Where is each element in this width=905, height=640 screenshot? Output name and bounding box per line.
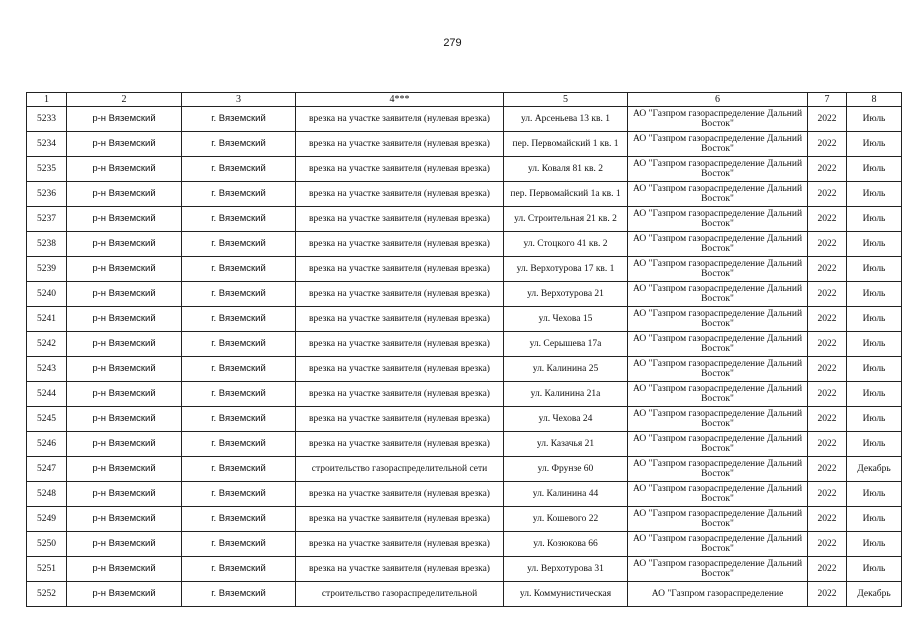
year-cell: 2022 [808,257,847,282]
address-cell: ул. Верхотурова 21 [504,282,628,307]
organization-cell: АО "Газпром газораспределение Дальний Восток" [628,457,808,482]
address-cell: ул. Калинина 25 [504,357,628,382]
city-cell: г. Вяземский [182,532,296,557]
table-row [27,407,902,432]
month-cell: Июль [847,482,902,507]
table-row [27,457,902,482]
year-cell: 2022 [808,107,847,132]
month-cell: Июль [847,207,902,232]
work-type-cell: строительство газораспределительной сети [296,457,504,482]
address-cell: ул. Верхотурова 31 [504,557,628,582]
table-row [27,257,902,282]
address-cell: ул. Верхотурова 17 кв. 1 [504,257,628,282]
address-cell: ул. Стоцкого 41 кв. 2 [504,232,628,257]
year-cell: 2022 [808,332,847,357]
address-cell: ул. Строительная 21 кв. 2 [504,207,628,232]
work-type-cell: врезка на участке заявителя (нулевая врезка) [296,507,504,532]
organization-cell: АО "Газпром газораспределение Дальний Восток" [628,332,808,357]
address-cell: ул. Калинина 21а [504,382,628,407]
organization-cell: АО "Газпром газораспределение Дальний Восток" [628,257,808,282]
district-cell: р-н Вяземский [67,582,182,607]
address-cell: ул. Коммунистическая [504,582,628,607]
work-type-cell: врезка на участке заявителя (нулевая врезка) [296,482,504,507]
city-cell: г. Вяземский [182,482,296,507]
row-number-cell: 5243 [27,357,67,382]
table-row [27,557,902,582]
row-number-cell: 5246 [27,432,67,457]
year-cell: 2022 [808,182,847,207]
organization-cell: АО "Газпром газораспределение Дальний Восток" [628,307,808,332]
district-cell: р-н Вяземский [67,207,182,232]
city-cell: г. Вяземский [182,257,296,282]
work-type-cell: врезка на участке заявителя (нулевая врезка) [296,357,504,382]
table-row [27,307,902,332]
work-type-cell: врезка на участке заявителя (нулевая врезка) [296,407,504,432]
header-cell: 7 [808,93,847,107]
row-number-cell: 5242 [27,332,67,357]
row-number-cell: 5251 [27,557,67,582]
organization-cell: АО "Газпром газораспределение Дальний Восток" [628,207,808,232]
address-cell: ул. Коваля 81 кв. 2 [504,157,628,182]
year-cell: 2022 [808,132,847,157]
organization-cell: АО "Газпром газораспределение Дальний Восток" [628,407,808,432]
table-row [27,282,902,307]
year-cell: 2022 [808,457,847,482]
work-type-cell: врезка на участке заявителя (нулевая врезка) [296,132,504,157]
year-cell: 2022 [808,482,847,507]
city-cell: г. Вяземский [182,332,296,357]
month-cell: Июль [847,282,902,307]
row-number-cell: 5233 [27,107,67,132]
year-cell: 2022 [808,407,847,432]
header-cell: 2 [67,93,182,107]
header-row [27,93,902,107]
work-type-cell: врезка на участке заявителя (нулевая врезка) [296,432,504,457]
header-cell: 4*** [296,93,504,107]
month-cell: Июль [847,107,902,132]
header-cell: 8 [847,93,902,107]
table-row [27,207,902,232]
district-cell: р-н Вяземский [67,182,182,207]
table-row [27,357,902,382]
organization-cell: АО "Газпром газораспределение Дальний Восток" [628,132,808,157]
work-type-cell: врезка на участке заявителя (нулевая врезка) [296,157,504,182]
work-type-cell: врезка на участке заявителя (нулевая врезка) [296,332,504,357]
month-cell: Июль [847,307,902,332]
organization-cell: АО "Газпром газораспределение Дальний Восток" [628,107,808,132]
organization-cell: АО "Газпром газораспределение Дальний Восток" [628,532,808,557]
year-cell: 2022 [808,532,847,557]
address-cell: ул. Козюкова 66 [504,532,628,557]
city-cell: г. Вяземский [182,357,296,382]
district-cell: р-н Вяземский [67,482,182,507]
address-cell: пер. Первомайский 1а кв. 1 [504,182,628,207]
district-cell: р-н Вяземский [67,157,182,182]
city-cell: г. Вяземский [182,207,296,232]
district-cell: р-н Вяземский [67,132,182,157]
month-cell: Июль [847,407,902,432]
work-type-cell: врезка на участке заявителя (нулевая врезка) [296,182,504,207]
table-body [27,107,902,607]
month-cell: Июль [847,182,902,207]
district-cell: р-н Вяземский [67,307,182,332]
organization-cell: АО "Газпром газораспределение Дальний Восток" [628,282,808,307]
district-cell: р-н Вяземский [67,432,182,457]
month-cell: Декабрь [847,457,902,482]
year-cell: 2022 [808,507,847,532]
address-cell: ул. Казачья 21 [504,432,628,457]
row-number-cell: 5249 [27,507,67,532]
organization-cell: АО "Газпром газораспределение Дальний Восток" [628,557,808,582]
district-cell: р-н Вяземский [67,557,182,582]
table-row [27,182,902,207]
row-number-cell: 5240 [27,282,67,307]
city-cell: г. Вяземский [182,232,296,257]
month-cell: Июль [847,557,902,582]
work-type-cell: врезка на участке заявителя (нулевая врезка) [296,257,504,282]
year-cell: 2022 [808,307,847,332]
month-cell: Июль [847,507,902,532]
year-cell: 2022 [808,282,847,307]
table-row [27,382,902,407]
table-row [27,332,902,357]
district-cell: р-н Вяземский [67,457,182,482]
month-cell: Июль [847,157,902,182]
work-type-cell: врезка на участке заявителя (нулевая врезка) [296,532,504,557]
city-cell: г. Вяземский [182,307,296,332]
address-cell: ул. Чехова 24 [504,407,628,432]
month-cell: Декабрь [847,582,902,607]
row-number-cell: 5238 [27,232,67,257]
table-row [27,507,902,532]
address-cell: пер. Первомайский 1 кв. 1 [504,132,628,157]
district-cell: р-н Вяземский [67,282,182,307]
month-cell: Июль [847,332,902,357]
city-cell: г. Вяземский [182,132,296,157]
district-cell: р-н Вяземский [67,507,182,532]
table-row [27,482,902,507]
city-cell: г. Вяземский [182,382,296,407]
work-type-cell: врезка на участке заявителя (нулевая врезка) [296,557,504,582]
work-type-cell: врезка на участке заявителя (нулевая врезка) [296,207,504,232]
organization-cell: АО "Газпром газораспределение Дальний Восток" [628,482,808,507]
city-cell: г. Вяземский [182,157,296,182]
city-cell: г. Вяземский [182,557,296,582]
row-number-cell: 5250 [27,532,67,557]
address-cell: ул. Арсеньева 13 кв. 1 [504,107,628,132]
row-number-cell: 5248 [27,482,67,507]
city-cell: г. Вяземский [182,282,296,307]
city-cell: г. Вяземский [182,582,296,607]
city-cell: г. Вяземский [182,407,296,432]
city-cell: г. Вяземский [182,457,296,482]
year-cell: 2022 [808,557,847,582]
row-number-cell: 5234 [27,132,67,157]
organization-cell: АО "Газпром газораспределение Дальний Восток" [628,382,808,407]
address-cell: ул. Фрунзе 60 [504,457,628,482]
month-cell: Июль [847,432,902,457]
row-number-cell: 5244 [27,382,67,407]
month-cell: Июль [847,532,902,557]
header-cell: 1 [27,93,67,107]
address-cell: ул. Калинина 44 [504,482,628,507]
month-cell: Июль [847,132,902,157]
address-cell: ул. Чехова 15 [504,307,628,332]
district-cell: р-н Вяземский [67,332,182,357]
header-cell: 3 [182,93,296,107]
city-cell: г. Вяземский [182,182,296,207]
row-number-cell: 5247 [27,457,67,482]
district-cell: р-н Вяземский [67,357,182,382]
table-row [27,157,902,182]
table-row [27,132,902,157]
month-cell: Июль [847,257,902,282]
city-cell: г. Вяземский [182,432,296,457]
header-cell: 6 [628,93,808,107]
year-cell: 2022 [808,357,847,382]
district-cell: р-н Вяземский [67,257,182,282]
table-row [27,532,902,557]
district-cell: р-н Вяземский [67,382,182,407]
work-type-cell: строительство газораспределительной [296,582,504,607]
year-cell: 2022 [808,432,847,457]
organization-cell: АО "Газпром газораспределение Дальний Восток" [628,182,808,207]
row-number-cell: 5239 [27,257,67,282]
row-number-cell: 5236 [27,182,67,207]
organization-cell: АО "Газпром газораспределение Дальний Восток" [628,157,808,182]
row-number-cell: 5252 [27,582,67,607]
page-number: 279 [443,37,462,49]
year-cell: 2022 [808,582,847,607]
year-cell: 2022 [808,207,847,232]
work-type-cell: врезка на участке заявителя (нулевая врезка) [296,232,504,257]
month-cell: Июль [847,357,902,382]
city-cell: г. Вяземский [182,507,296,532]
table-row [27,582,902,607]
month-cell: Июль [847,232,902,257]
year-cell: 2022 [808,232,847,257]
organization-cell: АО "Газпром газораспределение Дальний Восток" [628,507,808,532]
organization-cell: АО "Газпром газораспределение Дальний Восток" [628,232,808,257]
data-table [26,92,902,607]
year-cell: 2022 [808,157,847,182]
row-number-cell: 5235 [27,157,67,182]
address-cell: ул. Кошевого 22 [504,507,628,532]
organization-cell: АО "Газпром газораспределение Дальний Восток" [628,432,808,457]
work-type-cell: врезка на участке заявителя (нулевая врезка) [296,382,504,407]
table-row [27,232,902,257]
district-cell: р-н Вяземский [67,107,182,132]
district-cell: р-н Вяземский [67,407,182,432]
organization-cell: АО "Газпром газораспределение [628,582,808,607]
district-cell: р-н Вяземский [67,532,182,557]
work-type-cell: врезка на участке заявителя (нулевая врезка) [296,307,504,332]
district-cell: р-н Вяземский [67,232,182,257]
address-cell: ул. Серышева 17а [504,332,628,357]
city-cell: г. Вяземский [182,107,296,132]
row-number-cell: 5237 [27,207,67,232]
work-type-cell: врезка на участке заявителя (нулевая врезка) [296,107,504,132]
organization-cell: АО "Газпром газораспределение Дальний Восток" [628,357,808,382]
header-cell: 5 [504,93,628,107]
year-cell: 2022 [808,382,847,407]
month-cell: Июль [847,382,902,407]
table-row [27,107,902,132]
row-number-cell: 5245 [27,407,67,432]
row-number-cell: 5241 [27,307,67,332]
work-type-cell: врезка на участке заявителя (нулевая врезка) [296,282,504,307]
table-row [27,432,902,457]
